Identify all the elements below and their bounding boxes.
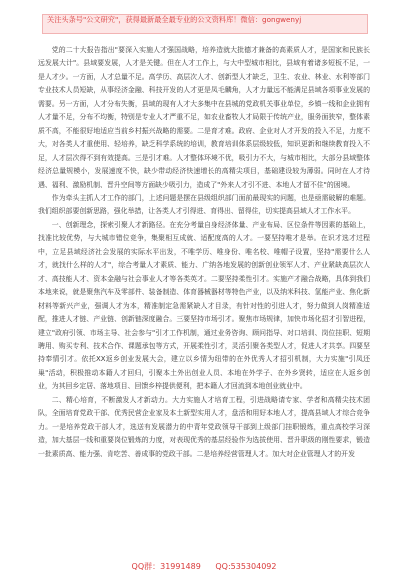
paragraph-3: 一、创新理念，探索引聚人才新路径。在充分考量自身经济体量、产业布局、区位条件等因素的基础上，找准比较优势，与大城市错位竞争，集聚相互成就、适配度高的人才。一要坚持唯才是举。在识才选才过程中，立足县域经济社会发展的实际水平出发，不唯学历、唯身份、唯名校、唯帽子设置，坚持"需要什么人才，就找什么样的人才"，综合考量人才素质、能力、广纳各地发展的创新创业领军人才、产业紧缺高层次人才、高技能人才、资本金融与社会事业人才等各类英才。二要坚持柔性引才。实施产才融合战略，具体到我们本地来说，就是聚焦汽车及零部件、装备制造、体育器械器材等特色产业，以及纳米科技、氢能产业、焦化新材料等新兴产业，强调人才为本，精准制定急需紧缺人才目录，有针对性的引进人才，努力做到人岗精准适配，推进人才链、产业链、创新链深度融合。三要坚持市场引才。聚焦市场规律，加快市场化招才引智进程，建立"政府引领、市场主导、社会参与"引才工作机制，通过业务咨询、顾问指导、对口培训、岗位挂职、短期聘用、购买专利、技术合作、课题承包等方式，开展柔性引才，灵活引聚各类型人才，促进人才共享。四要坚持奉情引才。依托XX返乡创业发展大会，建立以乡情为纽带的在外优秀人才招引机制，大力实施"引凤还巢"活动，积极推动本籍人才回归，引聚本土外出创业人员、本地在外学子、在外乡贤转，适应在人返乡创业，为其回乡定居、落地项目、回馈乡梓提供便利，把本籍人才回流到本地创业就业中。 — [38, 220, 370, 391]
contact-footer — [0, 562, 408, 572]
qq-text: QQ:535304092 — [215, 562, 277, 571]
qq-group-text: QQ群：31991489 — [131, 562, 201, 571]
paragraph-4: 二、精心培育，不断激发人才新动力。大力实施人才培育工程，引进战略请专家、学者和高精尖技术团队，全面培育党政干部、优秀民营企业家及本土新型实用人才，盘活和用好本地人才，提高县域人才综合竞争力。一是培养党政干部人才，选送有发展潜力的中青年党政领导干部到上级部门挂职锻炼，重点高校学习深造，加大基层一线和重要岗位锻炼的力度，对表现优秀的基层经验作为选拔使用、晋升职级的刚性要求，锻造一批素质高、能力强、肯吃苦、善成事的党政干部。二是培养经营管理人才。加大对企业管理人才的开发 — [38, 395, 370, 458]
promo-banner-text: 关注头条号"公文研究"，获得最新最全最专业的公文资料库！微信：gongwenyj — [47, 15, 302, 24]
paragraph-1: 党的二十大报告指出"要深入实施人才强国战略，培养造就大批德才兼备的高素质人才，是国家和民族长远发展大计"。县域要发展，人才是关键。但在人才工作上，与大中型城市相比，县域有着诸多短板不足，一是人才少。一方面，人才总量不足。高学历、高层次人才、创新型人才缺乏，卫生、农业、林业、水利等部门专业技术人员短缺，从事经济金融、科技开发的人才更是凤毛麟角，人才力量远不能满足县域各项事业发展的需要。另一方面，人才分布失衡，县域的现有人才大多集中在县城的党政机关事业单位，乡镇一线和企业拥有人才量不足，分布不均衡，特别是专业人才严重不足，如农业畜牧人才局限于传统产业，服务面狭窄，整体素质不高，不能很好地适应当前乡村振兴战略的需要。二是育才难。政府、企业对人才开发的投入不足，力度不大，对各类人才重使用、轻培养，缺乏科学系统的培训，教育培训体系层级较低，知识更新和继续教育投入不足，人才层次得不到有效提高。三是引才难。人才整体环境不优，吸引力不大，与城市相比，大部分县域整体经济总量规模小，发展速度不快，缺少带动经济快速增长的高精尖项目，基础建设较为薄弱。同时在人才待遇、福利、激励机制、晋升空间等方面缺少吸引力，造成了"外来人才引不进、本地人才留不住"的困境。 — [38, 46, 370, 189]
paragraph-2: 作为牵头主抓人才工作的部门，上述问题是摆在县级组织部门面前最现实的问题，也是亟需破解的难题。我们组织部要创新思路，强化举措，让各类人才引得进、育得出、留得住，切实提高县域人才工作水平。 — [38, 193, 370, 216]
promo-banner[interactable] — [42, 14, 368, 34]
article-body — [38, 44, 370, 461]
